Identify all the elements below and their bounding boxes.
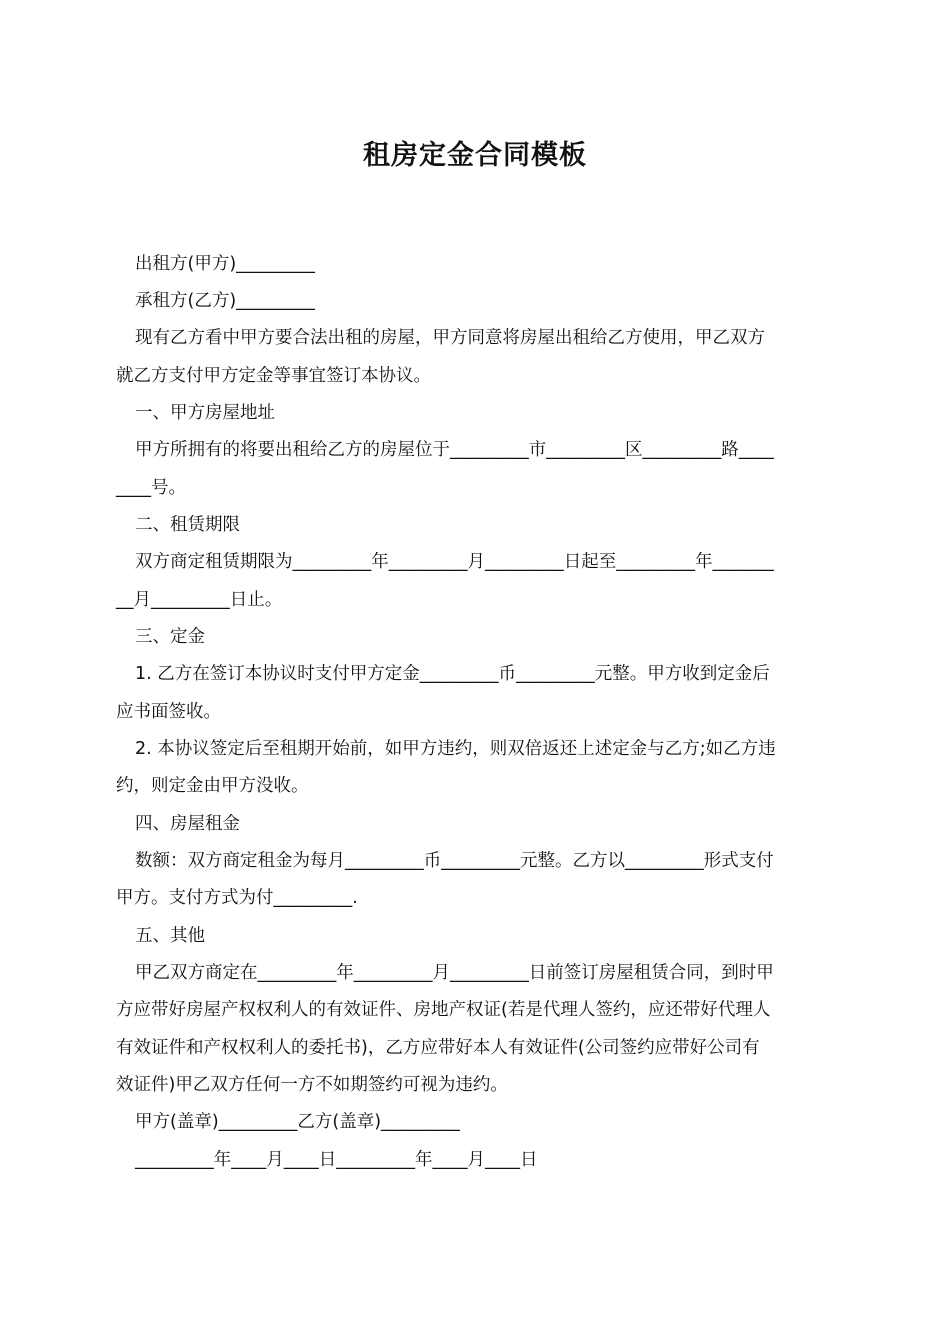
deposit-clause-1-line-1: 1. 乙方在签订本协议时支付甲方定金_________币_________元整。甲方收到定金后 <box>135 664 770 684</box>
other-paragraph-line-2: 方应带好房屋产权权利人的有效证件、房地产权证(若是代理人签约，应还带好代理人 <box>116 1000 771 1020</box>
deposit-clause-1-line-2: 应书面签收。 <box>116 702 221 722</box>
section-5-heading: 五、其他 <box>135 926 205 946</box>
intro-paragraph-line-2: 就乙方支付甲方定金等事宜签订本协议。 <box>116 366 431 386</box>
address-line-1: 甲方所拥有的将要出租给乙方的房屋位于_________市_________区_________路____ <box>135 440 774 460</box>
document-title: 租房定金合同模板 <box>363 140 587 171</box>
rent-line-2: 甲方。支付方式为付_________. <box>116 888 358 908</box>
other-paragraph-line-3: 有效证件和产权权利人的委托书)，乙方应带好本人有效证件(公司签约应带好公司有 <box>116 1038 760 1058</box>
section-2-heading: 二、租赁期限 <box>135 515 240 535</box>
section-1-heading: 一、甲方房屋地址 <box>135 403 275 423</box>
lessor-line: 出租方(甲方)_________ <box>135 254 315 274</box>
lease-period-line-1: 双方商定租赁期限为_________年_________月_________日起至_________年_______ <box>135 552 774 572</box>
date-line: _________年____月____日_________年____月____日 <box>135 1150 538 1170</box>
other-paragraph-line-4: 效证件)甲乙双方任何一方不如期签约可视为违约。 <box>116 1075 508 1095</box>
deposit-clause-2-line-2: 约，则定金由甲方没收。 <box>116 776 309 796</box>
other-paragraph-line-1: 甲乙双方商定在_________年_________月_________日前签订房屋租赁合同，到时甲 <box>135 963 774 983</box>
lessee-line: 承租方(乙方)_________ <box>135 291 315 311</box>
rent-line-1: 数额：双方商定租金为每月_________币_________元整。乙方以_________形式支付 <box>135 851 774 871</box>
signature-line: 甲方(盖章)_________乙方(盖章)_________ <box>135 1112 460 1132</box>
deposit-clause-2-line-1: 2. 本协议签定后至租期开始前，如甲方违约，则双倍返还上述定金与乙方;如乙方违 <box>135 739 776 759</box>
section-4-heading: 四、房屋租金 <box>135 814 240 834</box>
address-line-2: ____号。 <box>116 478 186 498</box>
section-3-heading: 三、定金 <box>135 627 205 647</box>
lease-period-line-2: __月_________日止。 <box>116 590 283 610</box>
intro-paragraph-line-1: 现有乙方看中甲方要合法出租的房屋，甲方同意将房屋出租给乙方使用，甲乙双方 <box>135 328 765 348</box>
